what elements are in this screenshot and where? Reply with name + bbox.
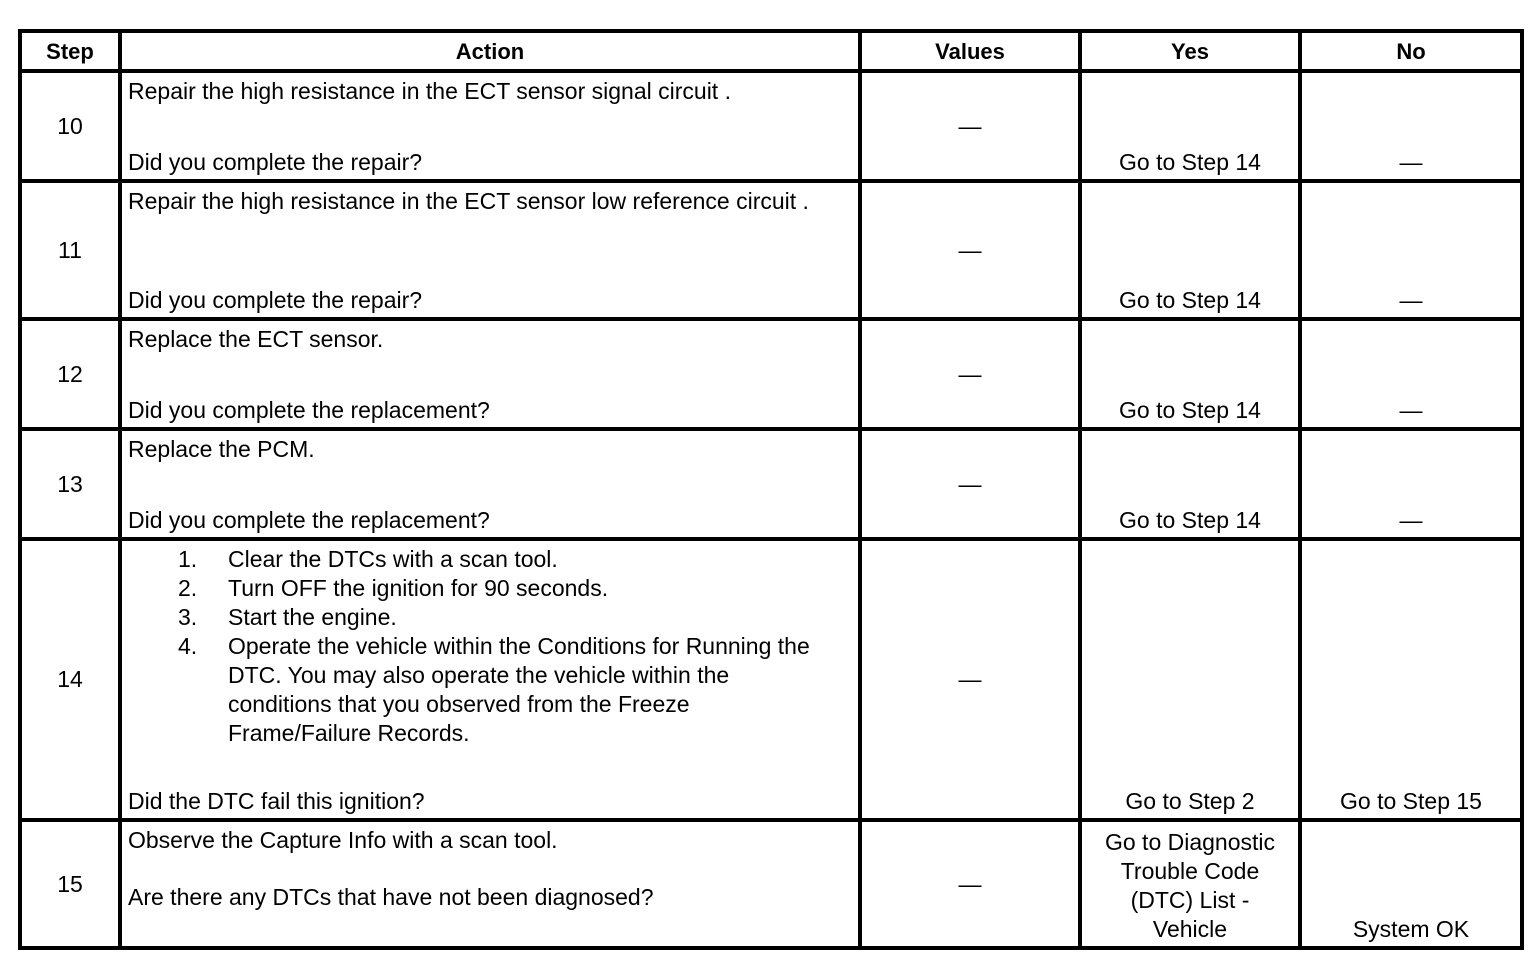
yes-cell: Go to Step 2 [1080,539,1300,820]
values-cell [860,539,1080,820]
action-question: Did you complete the replacement? [128,507,490,533]
list-item [175,574,828,603]
no-cell: — [1300,181,1522,319]
step-number: 12 [20,319,120,429]
substep-text: Clear the DTCs with a scan tool. [228,546,558,572]
diagnostic-table [18,29,1524,950]
table-row [20,181,1522,319]
substep-text: Start the engine. [228,604,397,630]
yes-cell: Go to Step 14 [1080,71,1300,181]
values-cell [860,820,1080,948]
values-dash: — [958,112,982,139]
action-cell [120,429,860,539]
header-values: Values [860,31,1080,71]
yes-cell: Go to Step 14 [1080,181,1300,319]
action-text: Repair the high resistance in the ECT sensor signal circuit . [128,78,731,104]
no-cell: System OK [1300,820,1522,948]
table-row [20,319,1522,429]
list-item [175,545,828,574]
substep-text: Turn OFF the ignition for 90 seconds. [228,575,609,601]
values-cell [860,181,1080,319]
table-row [20,539,1522,820]
action-question: Did you complete the replacement? [128,397,490,423]
step-number: 13 [20,429,120,539]
values-dash: — [958,236,982,263]
no-cell: — [1300,319,1522,429]
action-cell [120,71,860,181]
header-no: No [1300,31,1522,71]
substep-number: 2. [178,575,198,601]
substep-text: Operate the vehicle within the Conditions for Running the DTC. You may also operate the vehicle within the conditions that you observed from the Freeze Frame/Failure Records. [228,633,810,746]
step-number: 10 [20,71,120,181]
no-cell: — [1300,429,1522,539]
action-cell [120,539,860,820]
header-yes: Yes [1080,31,1300,71]
action-question: Are there any DTCs that have not been diagnosed? [128,884,654,910]
values-dash: — [958,666,982,692]
header-step: Step [20,31,120,71]
values-cell [860,429,1080,539]
step-number: 15 [20,820,120,948]
header-row [20,31,1522,71]
action-text: Replace the ECT sensor. [128,326,384,352]
action-cell [120,820,860,948]
values-cell [860,71,1080,181]
substep-number: 1. [178,546,198,572]
action-question: Did you complete the repair? [128,149,423,175]
values-dash: — [958,870,982,897]
list-item [175,603,828,632]
step-number: 14 [20,539,120,820]
step-number: 11 [20,181,120,319]
yes-cell: Go to Step 14 [1080,429,1300,539]
table-row [20,71,1522,181]
action-text: Observe the Capture Info with a scan tool. [128,827,558,853]
action-cell [120,319,860,429]
table-row [20,820,1522,948]
list-item [175,632,828,748]
yes-cell: Go to Diagnostic Trouble Code (DTC) List - Vehicle [1080,820,1300,948]
substep-list [175,545,852,748]
yes-cell: Go to Step 14 [1080,319,1300,429]
action-text: Replace the PCM. [128,436,315,462]
values-dash: — [958,360,982,387]
values-cell [860,319,1080,429]
action-cell [120,181,860,319]
header-action: Action [120,31,860,71]
substep-number: 3. [178,604,198,630]
action-question: Did the DTC fail this ignition? [128,788,425,814]
substep-number: 4. [178,633,198,659]
no-cell: — [1300,71,1522,181]
table-row [20,429,1522,539]
no-cell: Go to Step 15 [1300,539,1522,820]
action-question: Did you complete the repair? [128,287,423,313]
values-dash: — [958,470,982,497]
action-text: Repair the high resistance in the ECT sensor low reference circuit . [128,188,809,214]
